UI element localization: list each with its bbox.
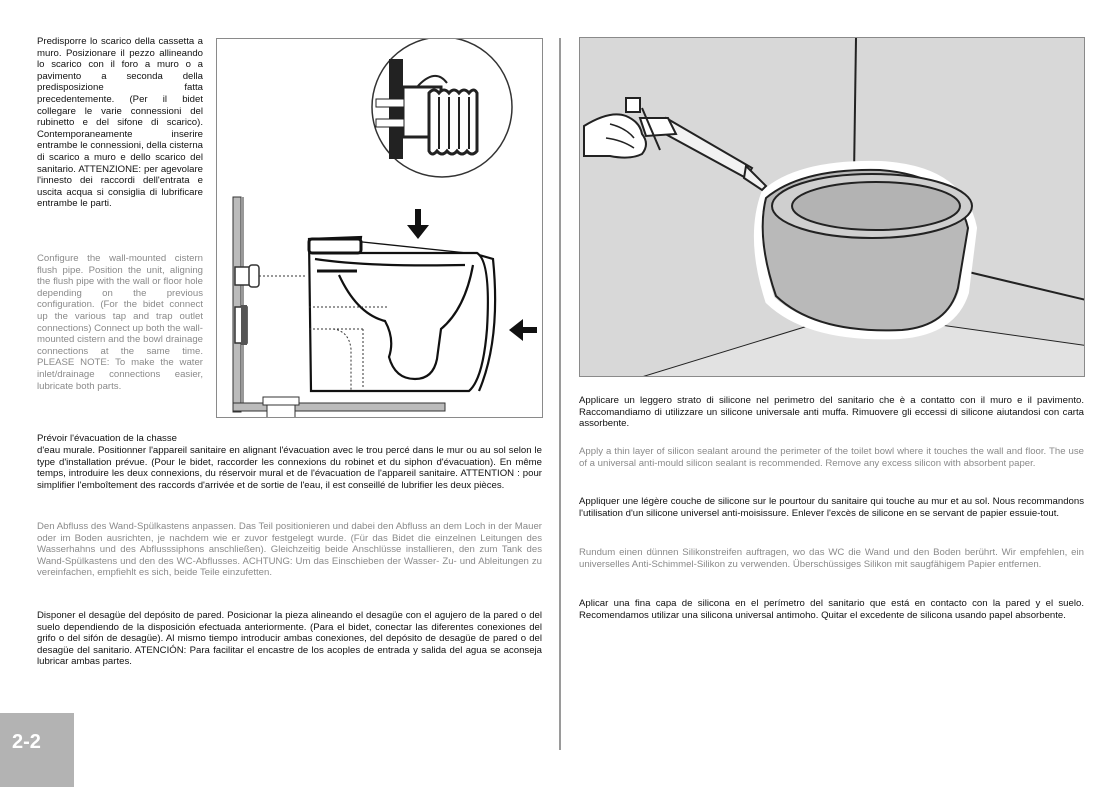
german-instructions: Den Abfluss des Wand-Spülkastens anpassen. Das Teil positionieren und dabei den Abfluss an dem Loch in der Mauer oder im Boden ausrichten, je nachdem wie er zuvor festgelegt wurde. (Für das Bidet die einzelnen Leitungen des Wasserhahns und des Abflusssiphons anschließen). Gleichzeitig beide Anschlüsse installieren, den zum Tank des Wand-Spülkastens und den des WC-Abflusses. ACHTUNG: Um das Einschieben der Wasser- Zu- und Ableitungen zu vereinfachen, empfiehlt es sich, beide Teile einzufetten. [37, 521, 542, 579]
page-number-tab [0, 713, 74, 787]
french-instructions: d'eau murale. Positionner l'appareil sanitaire en alignant l'évacuation avec le trou percé dans le mur ou au sol selon le type d'installation prévue. (Pour le bidet, raccorder les connexions du robinet et du siphon d'évacuation). En même temps, introduire les deux connexions, du réservoir mural et de l'évacuation de l'appareil sanitaire. ATTENTION : pour simplifier l'emboîtement des raccords d'arrivée et de sortie de l'eau, il est conseillé de lubrifier les deux pièces. [37, 445, 542, 491]
french-instructions-heading: Prévoir l'évacuation de la chasse [37, 433, 177, 444]
installation-diagram-figure [216, 38, 543, 418]
english-instructions: Configure the wall-mounted cistern flush pipe. Position the unit, aligning the flush pipe with the wall or floor hole depending on the previous configuration. (For the bidet connect up the various tap and trap outlet connections) Connect up both the wall-mounted cistern and the bowl drainage connections at the same time. PLEASE NOTE: To make the water inlet/drainage connections easier, lubricate both parts. [37, 253, 203, 392]
silicone-application-figure [579, 37, 1085, 377]
english-sealant-instructions: Apply a thin layer of silicon sealant around the perimeter of the toilet bowl where it touches the wall and floor. The use of a universal anti-mould silicon sealant is recommended. Remove any excess silicon with absorbent paper. [579, 446, 1084, 469]
toilet-installation-diagram-icon [217, 39, 543, 418]
left-arrow-icon [509, 319, 537, 341]
page-number: 2-2 [12, 731, 41, 753]
german-sealant-instructions: Rundum einen dünnen Silikonstreifen auftragen, wo das WC die Wand und den Boden berührt. Wir empfehlen, ein universelles Anti-Schimmel-Silikon zu verwenden. Überschüssiges Silikon mit saugfähigem Papier entfernen. [579, 547, 1084, 570]
spanish-sealant-instructions: Aplicar una fina capa de silicona en el perímetro del sanitario que está en contacto con la pared y el suelo. Recomendamos utilizar una silicona universal antimoho. Quitar el excedente de silicona usando papel absorbente. [579, 598, 1084, 621]
down-arrow-icon [407, 209, 429, 239]
italian-instructions: Predisporre lo scarico della cassetta a muro. Posizionare il pezzo allineando lo scarico con il foro a muro o a pavimento a seconda della predisposizione fatta precedentemente. (Per il bidet collegare le varie connessioni del rubinetto e del sifone di scarico). Contemporaneamente inserire entrambe le connessioni, della cisterna di scarico a muro e dello scarico del sanitario. ATTENZIONE: per agevolare l'innesto dei raccordi dell'entrata e uscita acqua si consiglia di lubrificare entrambe le parti. [37, 36, 203, 210]
italian-sealant-instructions: Applicare un leggero strato di silicone nel perimetro del sanitario che è a contatto con il muro e il pavimento. Raccomandiamo di utilizzare un silicone universale anti muffa. Rimuovere gli eccessi di silicone aiutandosi con carta assorbente. [579, 395, 1084, 430]
column-divider [559, 38, 561, 750]
spanish-instructions: Disponer el desagüe del depósito de pared. Posicionar la pieza alineando el desagüe con el agujero de la pared o del suelo dependiendo de la disposición efectuada anteriormente. (Para el bidet, conectar las diferentes conexiones del grifo o del sifón de desagüe). Al mismo tiempo introducir ambas conexiones, del depósito de desagüe de pared o del desagüe del sanitario. ATENCIÓN: Para facilitar el encastre de los acoples de entrada y salida del agua se aconseja lubricar ambas partes. [37, 610, 542, 668]
caulking-gun-sealant-icon [580, 38, 1085, 377]
french-sealant-instructions: Appliquer une légère couche de silicone sur le pourtour du sanitaire qui touche au mur et au sol. Nous recommandons l'utilisation d'un silicone universel anti-moisissure. Enlever l'excès de silicone en se servant de papier essuie-tout. [579, 496, 1084, 519]
